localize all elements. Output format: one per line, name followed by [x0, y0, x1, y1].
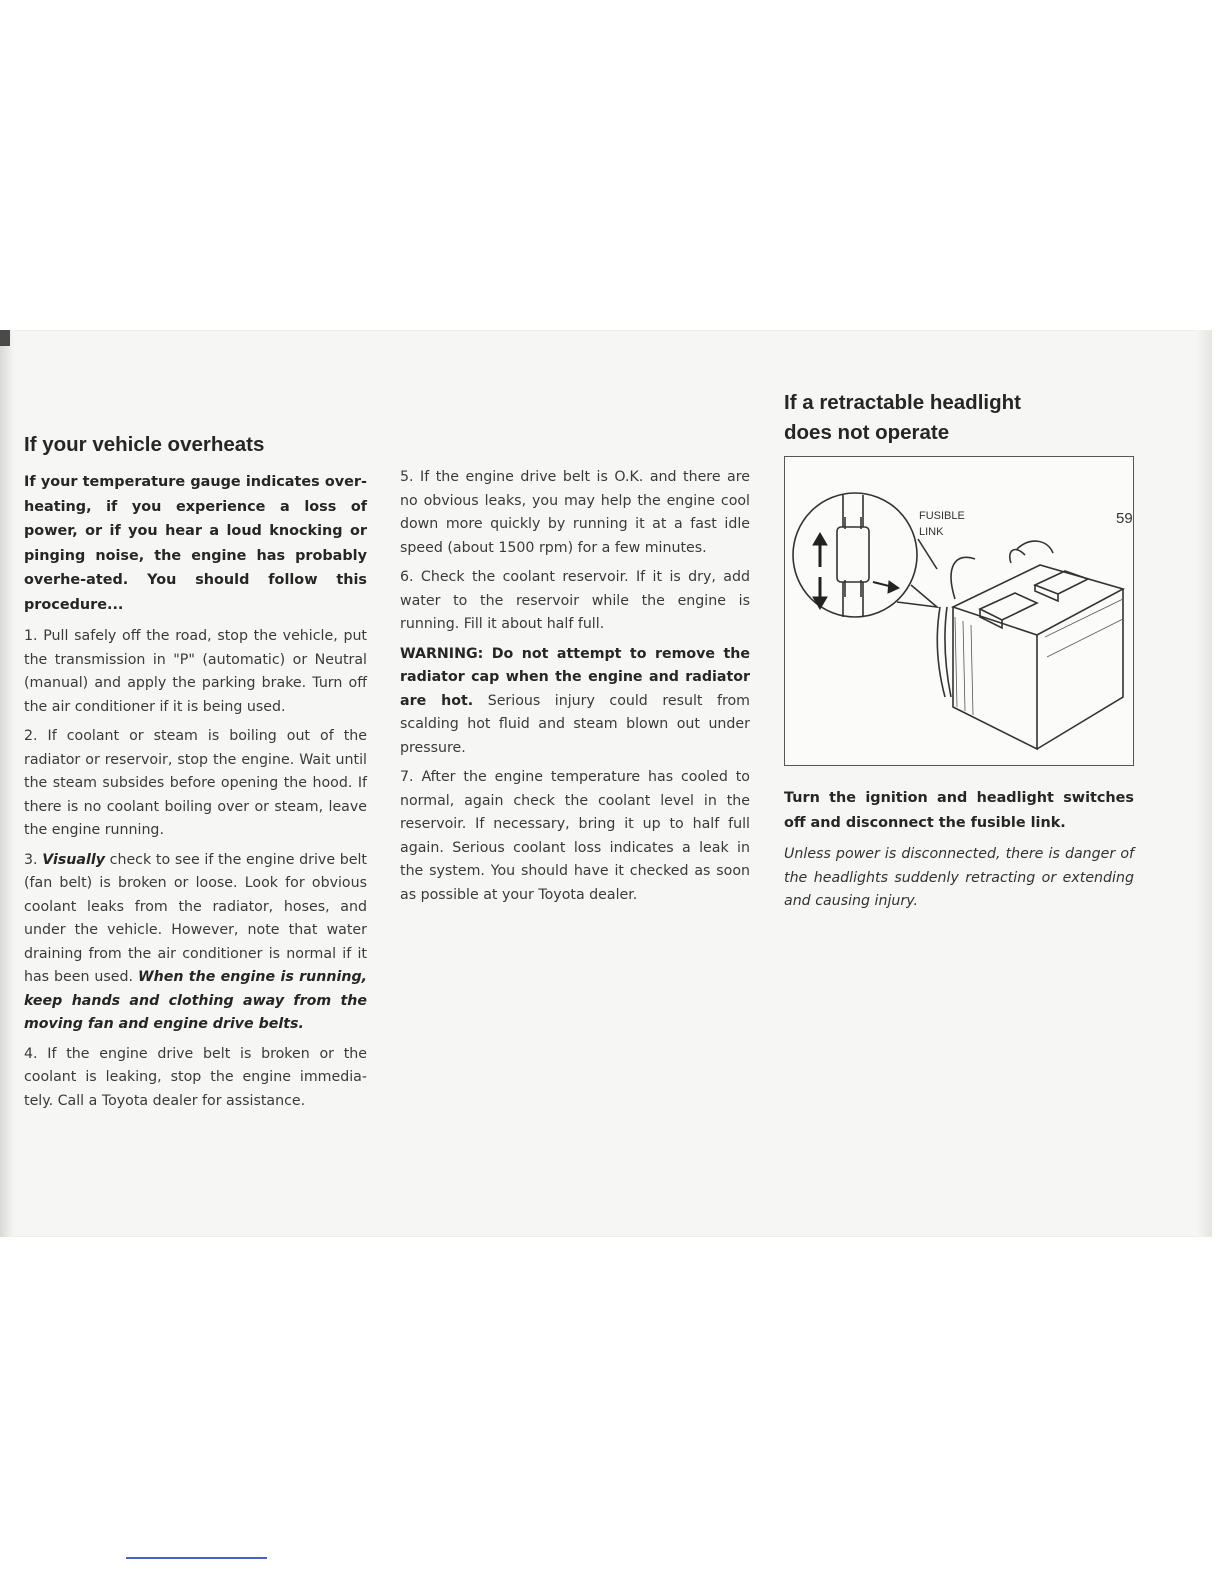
- fusible-link-wire: [937, 607, 945, 697]
- battery-side-right: [1037, 589, 1123, 749]
- step-4: 4. If the engine drive belt is broken or the coolant is leaking, stop the engine immedia-tely. Call a Toyota dealer for assistance.: [24, 1045, 367, 1109]
- page-right-shadow: [1196, 330, 1212, 1237]
- step-6: 6. Check the coolant reservoir. If it is dry, add water to the reservoir while the engine is running. Fill it about half full.: [400, 569, 750, 632]
- procedure-continued-column: [400, 466, 750, 913]
- step-3-text: check to see if the engine drive belt (fan belt) is broken or loose. Look for obvious coolant leaks from the radiator, hoses, and under the vehicle. However, note that water draining from the air conditioner is normal if it has been used.: [24, 851, 367, 985]
- step-1: 1. Pull safely off the road, stop the vehicle, put the transmission in "P" (automatic) or Neutral (manual) and apply the parking brake. Turn off the air conditioner if it is being used.: [24, 628, 367, 715]
- page-edge-mark: [0, 330, 10, 346]
- battery-terminal-right: [1035, 571, 1088, 594]
- step-7: 7. After the engine temperature has cooled to normal, again check the coolant level in the reservoir. If necessary, bring it up to half full again. Serious coolant loss indicates a leak in the system. You should have it checked as soon as possible at your Toyota dealer.: [400, 769, 750, 903]
- battery-side-left: [953, 607, 1037, 749]
- overheat-heading: If your vehicle overheats: [24, 433, 265, 456]
- battery-terminal-left: [980, 593, 1037, 620]
- step-5: 5. If the engine drive belt is O.K. and there are no obvious leaks, you may help the engine cool down more quickly by running it at a fast idle speed (about 1500 rpm) for a few minutes.: [400, 469, 750, 556]
- step-3: [24, 849, 367, 1037]
- headlight-instruction: Turn the ignition and headlight switches off and disconnect the fusible link.: [784, 790, 1134, 831]
- step-3-warning: When the engine is running, keep hands and clothing away from the moving fan and engine drive belts.: [24, 969, 367, 1032]
- headlight-heading-line-2: does not operate: [784, 421, 950, 444]
- headlight-column: [784, 388, 1134, 920]
- fusible-link-closeup: [837, 527, 869, 582]
- battery-top: [953, 565, 1123, 635]
- fusible-label: FUSIBLE: [919, 510, 965, 522]
- step-3-number: 3.: [24, 851, 43, 868]
- overheat-intro: If your temperature gauge indicates over-heating, if you experience a loss of power, or if you hear a loud knocking or pinging noise, the engine has probably overhe-ated. You should follow this procedure...: [24, 474, 367, 613]
- radiator-warning-text: Serious injury could result from scalding hot fluid and steam blown out under pressure.: [400, 692, 751, 756]
- battery-cable: [1010, 541, 1053, 563]
- manual-page: [0, 330, 1212, 1237]
- radiator-warning-bold: WARNING: Do not attempt to remove the radiator cap when the engine and radiator are hot.: [400, 645, 750, 709]
- radiator-warning: [400, 643, 750, 761]
- fusible-link-illustration: [784, 456, 1134, 766]
- battery-diagram: [785, 457, 1132, 764]
- step-3-emphasis: Visually: [42, 851, 105, 868]
- overheat-column: [24, 430, 367, 1119]
- page-number: 59: [1116, 510, 1133, 527]
- headlight-heading-line-1: If a retractable headlight: [784, 391, 1021, 414]
- step-2: 2. If coolant or steam is boiling out of the radiator or reservoir, stop the engine. Wait until the steam subsides before opening the hood. If there is no coolant boiling over or steam, leave the engine running.: [24, 728, 367, 838]
- page-binding-shadow: [0, 330, 14, 1237]
- headlight-heading: [784, 388, 1134, 448]
- footer-divider: [126, 1557, 267, 1559]
- link-label: LINK: [919, 526, 944, 538]
- headlight-caution: Unless power is disconnected, there is danger of the headlights suddenly retracting or extending and causing injury.: [784, 846, 1134, 909]
